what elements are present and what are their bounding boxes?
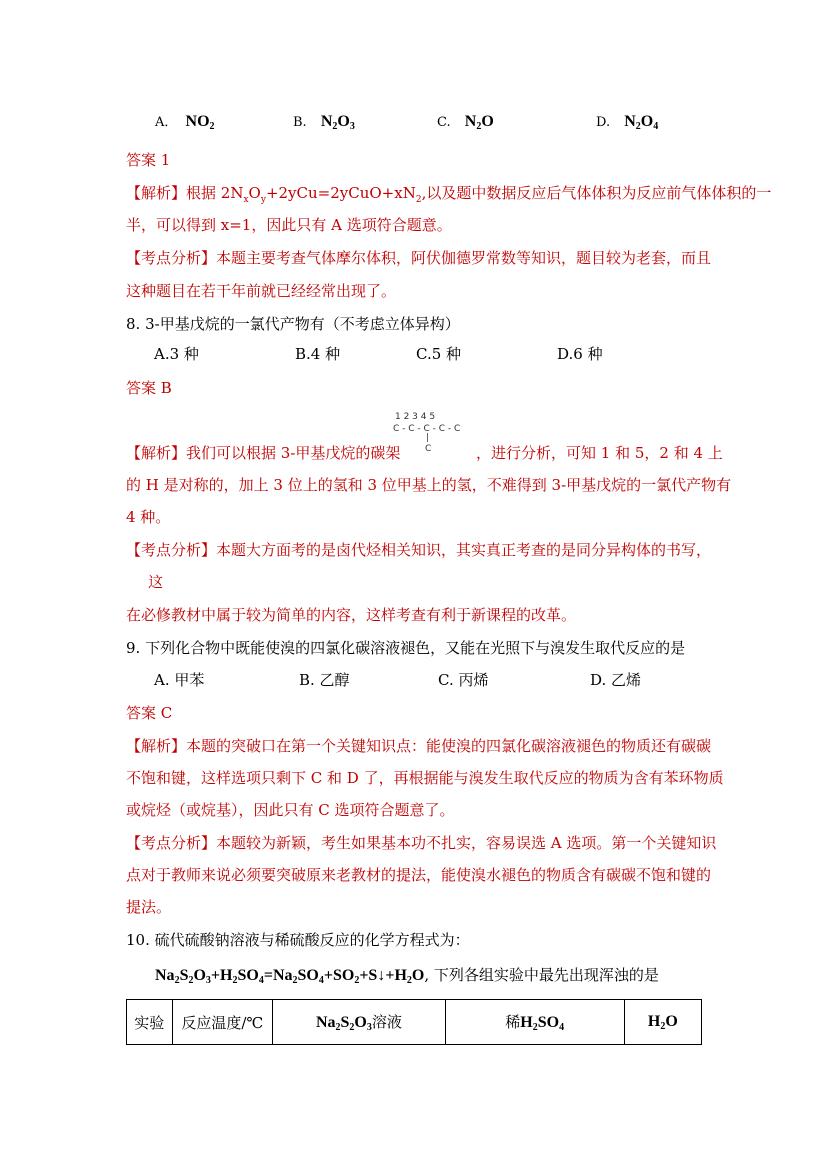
q7-analysis-line-1: 【解析】根据 $2N_xO_y+2yCu=2yCuO+xN_2$,以及题中数据反应后气体体积为反应前气体体积的一	[126, 184, 772, 205]
carbon-skeleton-numbers: 1 2 3 4 5	[395, 412, 436, 422]
q7-point-line-2: 这种题目在若干年前就已经经常出现了。	[126, 282, 397, 300]
q9-analysis-line-3: 或烷烃（或烷基），因此只有 C 选项符合题意了。	[126, 801, 455, 819]
experiment-table	[126, 999, 702, 1045]
point-tag: 【考点分析】	[126, 249, 217, 267]
analysis-tag: 【解析】	[126, 444, 187, 462]
q9-analysis-line-2: 不饱和键，这样选项只剩下 C 和 D 了，再根据能与溴发生取代反应的物质为含有苯环物质	[126, 769, 724, 787]
q9-point-line-1: 【考点分析】本题较为新颖，考生如果基本功不扎实，容易误选 A 选项。第一个关键知识	[126, 834, 717, 852]
analysis-tag: 【解析】	[126, 184, 187, 202]
q8-option-a: A.3 种	[154, 345, 199, 363]
carbon-skeleton-chain: C - C - C - C - C	[393, 424, 461, 434]
header-experiment: 实验	[127, 1000, 173, 1045]
q9-point-line-3: 提法。	[126, 898, 172, 916]
header-temperature: 反应温度/℃	[172, 1000, 273, 1045]
q7-analysis-line-2: 半，可以得到 x=1，因此只有 A 选项符合题意。	[126, 216, 452, 234]
q7-option-d: D. $N_2O_4$	[596, 113, 659, 132]
q8-option-c: C.5 种	[416, 345, 462, 363]
carbon-skeleton-branch: C	[425, 444, 432, 454]
header-h2so4: 稀$H_2SO_4$	[445, 1000, 624, 1045]
q8-answer: 答案 B	[126, 379, 172, 397]
q9-option-a: A. 甲苯	[154, 671, 205, 689]
q8-option-d: D.6 种	[557, 345, 603, 363]
q9-analysis-line-1: 【解析】本题的突破口在第一个关键知识点：能使溴的四氯化碳溶液褪色的物质还有碳碳	[126, 737, 712, 755]
q10-stem: 10. 硫代硫酸钠溶液与稀硫酸反应的化学方程式为：	[126, 931, 470, 949]
q8-analysis-line-2: 的 H 是对称的，加上 3 位上的氢和 3 位甲基上的氢，不难得到 3-甲基戊烷的一氯代产物有	[126, 476, 732, 494]
q8-point-line-2: 这	[148, 573, 164, 591]
q8-analysis-line-3: 4 种。	[126, 508, 171, 526]
q7-answer: 答案 1	[126, 151, 171, 169]
q7-point-line-1: 【考点分析】本题主要考查气体摩尔体积，阿伏伽德罗常数等知识，题目较为老套，而且	[126, 249, 712, 267]
point-tag: 【考点分析】	[126, 834, 217, 852]
q10-equation-line: $Na_2S_2O_3+H_2SO_4=Na_2SO_4+SO_2+S↓+H_2O$, 下列各组实验中最先出现浑浊的是	[155, 966, 659, 986]
reaction-equation: $Na_2S_2O_3+H_2SO_4=Na_2SO_4+SO_2+S↓+H_2O$	[155, 967, 425, 986]
q8-point-line-3: 在必修教材中属于较为简单的内容，这样考查有利于新课程的改革。	[126, 606, 577, 624]
header-h2o: $H_2O$	[624, 1000, 701, 1045]
header-na2s2o3: $Na_2S_2O_3$溶液	[273, 1000, 446, 1045]
point-tag: 【考点分析】	[126, 541, 217, 559]
q7-option-b: B. $N_2O_3$	[293, 113, 355, 132]
q8-option-b: B.4 种	[295, 345, 341, 363]
q9-option-c: C. 丙烯	[438, 671, 489, 689]
q8-stem: 8. 3-甲基戊烷的一氯代产物有（不考虑立体异构）	[126, 315, 460, 333]
q7-option-c: C. $N_2O$	[437, 113, 494, 132]
q9-stem: 9. 下列化合物中既能使溴的四氯化碳溶液褪色，又能在光照下与溴发生取代反应的是	[126, 639, 686, 657]
q9-option-d: D. 乙烯	[590, 671, 642, 689]
q9-point-line-2: 点对于教师来说必须要突破原来老教材的提法，能使溴水褪色的物质含有碳碳不饱和键的	[126, 866, 712, 884]
q8-analysis-line-1a: 【解析】我们可以根据 3-甲基戊烷的碳架	[126, 444, 401, 462]
q8-point-line-1: 【考点分析】本题大方面考的是卤代烃相关知识，其实真正考查的是同分异构体的书写，	[126, 541, 712, 559]
analysis-tag: 【解析】	[126, 737, 187, 755]
q9-option-b: B. 乙醇	[299, 671, 350, 689]
q8-analysis-line-1b: ，进行分析，可知 1 和 5，2 和 4 上	[476, 444, 723, 462]
q9-answer: 答案 C	[126, 704, 173, 722]
table-header-row	[127, 1000, 702, 1045]
carbon-skeleton-bond: |	[426, 433, 430, 443]
q7-option-a: A． $NO_2$	[155, 113, 215, 132]
